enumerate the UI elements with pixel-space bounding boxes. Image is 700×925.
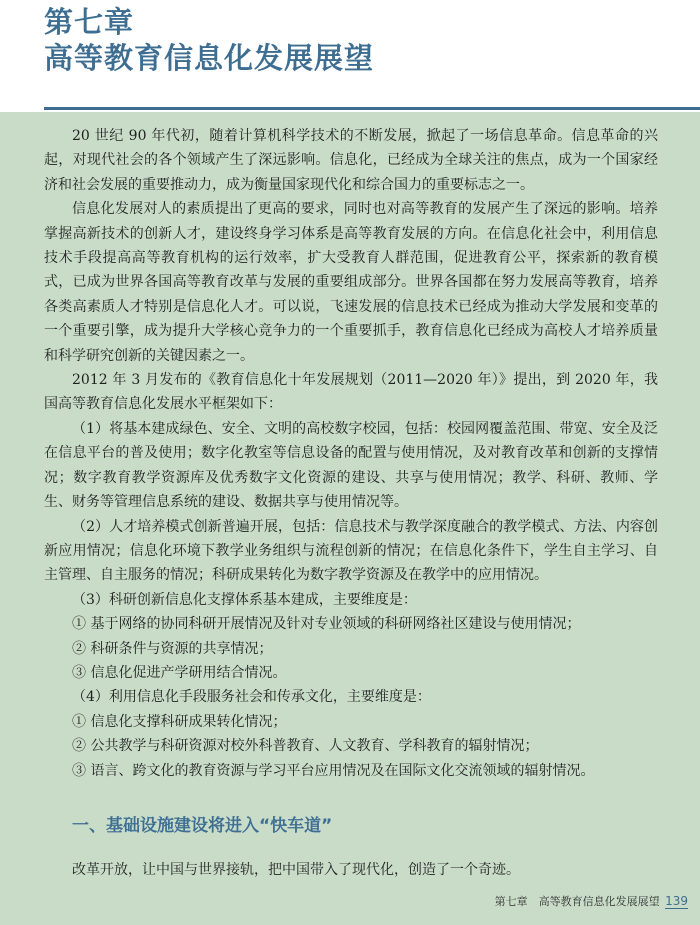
list-item: ② 公共教学与科研资源对校外科普教育、人文教育、学科教育的辐射情况；	[72, 738, 539, 755]
chapter-title: 高等教育信息化发展展望	[44, 41, 375, 75]
list-item: ③ 语言、跨文化的教育资源与学习平台应用情况及在国际文化交流领域的辐射情况。	[72, 762, 595, 779]
list-item: ① 信息化支撑科研成果转化情况；	[72, 713, 287, 730]
chapter-number: 第七章	[44, 5, 135, 39]
page-footer	[495, 893, 688, 909]
section-paragraph: 改革开放，让中国与世界接轨，把中国带入了现代化，创造了一个奇迹。	[72, 862, 520, 878]
header-divider	[44, 107, 700, 110]
page-header	[0, 0, 700, 112]
section-heading: 一、基础设施建设将进入“快车道”	[72, 816, 333, 836]
paragraph: 20 世纪 90 年代初，随着计算机科学技术的不断发展，掀起了一场信息革命。信息革命的兴起，对现代社会的各个领域产生了深远影响。信息化，已经成为全球关注的焦点，成为一个国家经济和社会发展的重要推动力，成为衡量国家现代化和综合国力的重要标志之一。	[44, 128, 658, 193]
paragraph: 信息化发展对人的素质提出了更高的要求，同时也对高等教育的发展产生了深远的影响。培养掌握高新技术的创新人才，建设终身学习体系是高等教育发展的方向。在信息化社会中，利用信息技术手段提高高等教育机构的运行效率，扩大受教育人群范围，促进教育公平，探索新的教育模式，已成为世界各国高等教育改革与发展的重要组成部分。世界各国都在努力发展高等教育，培养各类高素质人才特别是信息化人才。可以说，飞速发展的信息技术已经成为推动大学发展和变革的一个重要引擎，成为提升大学核心竞争力的一个重要抓手，教育信息化已经成为高校人才培养质量和科学研究创新的关键因素之一。	[44, 201, 658, 364]
list-item: ② 科研条件与资源的共享情况；	[72, 640, 273, 657]
paragraph: 2012 年 3 月发布的《教育信息化十年发展规划（2011—2020 年）》提出，到 2020 年，我国高等教育信息化发展水平框架如下：	[44, 372, 658, 413]
running-title: 第七章 高等教育信息化发展展望	[494, 895, 660, 908]
page-number: 139	[665, 894, 688, 908]
list-item: （2）人才培养模式创新普遍开展，包括：信息技术与教学深度融合的教学模式、方法、内容创新应用情况；信息化环境下教学业务组织与流程创新的情况；在信息化条件下，学生自主学习、自主管理、自主服务的情况；科研成果转化为数字教学资源及在教学中的应用情况。	[44, 518, 658, 584]
body-text	[44, 124, 658, 783]
list-item: ③ 信息化促进产学研用结合情况。	[72, 664, 287, 681]
list-item: ① 基于网络的协同科研开展情况及针对专业领域的科研网络社区建设与使用情况；	[72, 616, 581, 633]
list-item: （1）将基本建成绿色、安全、文明的高校数字校园，包括：校园网覆盖范围、带宽、安全及泛在信息平台的普及使用；数字化教室等信息设备的配置与使用情况，及对教育改革和创新的支撑情况；数字教育教学资源库及优秀数字文化资源的建设、共享与使用情况；教学、科研、教师、学生、财务等管理信息系统的建设、数据共享与使用情况等。	[44, 420, 658, 511]
page-body	[0, 112, 700, 925]
list-item: （4）利用信息化手段服务社会和传承文化，主要维度是：	[72, 689, 431, 706]
list-item: （3）科研创新信息化支撑体系基本建成，主要维度是：	[72, 591, 417, 608]
